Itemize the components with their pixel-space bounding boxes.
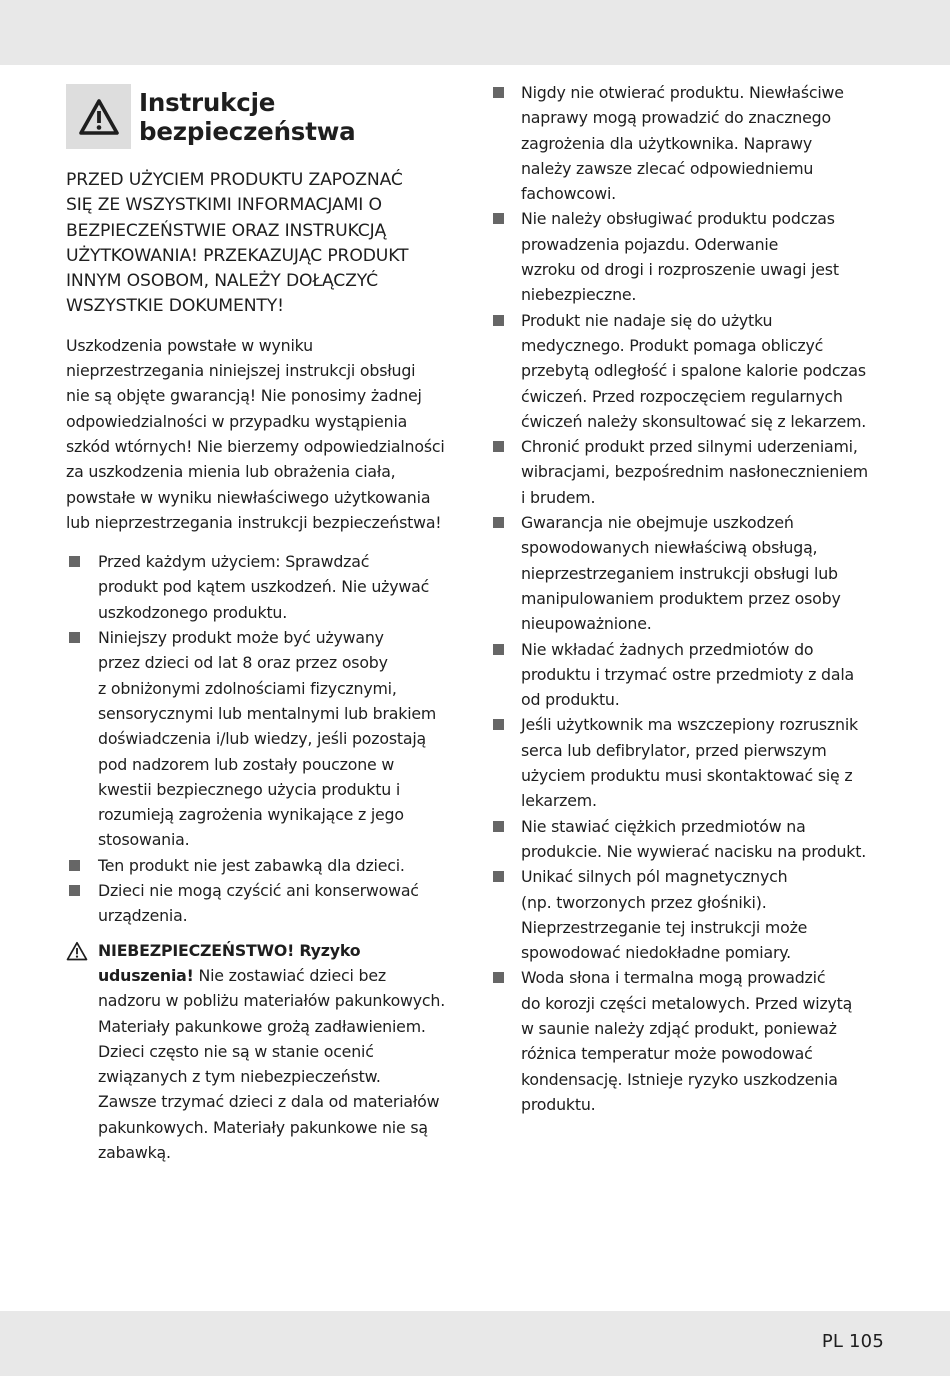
text-line: Przed każdym użyciem: Sprawdzać — [98, 552, 370, 572]
warning-triangle-icon — [78, 98, 120, 136]
text-line: stosowania. — [98, 830, 190, 850]
top-band — [0, 0, 950, 65]
text-line: doświadczenia i/lub wiedzy, jeśli pozostają — [98, 729, 426, 749]
text-line: Nie zostawiać dzieci bez — [193, 965, 386, 985]
danger-warning — [66, 938, 466, 1166]
list-item — [490, 637, 890, 713]
section-heading — [66, 84, 466, 152]
text-line: pod nadzorem lub zostały pouczone w — [98, 754, 395, 774]
list-item — [490, 965, 890, 1117]
text-line: pakunkowych. Materiały pakunkowe nie są — [98, 1117, 428, 1137]
text-line: produkt pod kątem uszkodzeń. Nie używać — [98, 577, 430, 597]
text-line: w saunie należy zdjąć produkt, ponieważ — [521, 1018, 837, 1038]
list-item — [490, 308, 890, 434]
page-title — [139, 88, 355, 146]
bullet-square-icon — [493, 315, 504, 326]
text-line: Gwarancja nie obejmuje uszkodzeń — [521, 513, 794, 533]
title-line: Instrukcje — [139, 88, 276, 117]
text-line: Unikać silnych pól magnetycznych — [521, 867, 788, 887]
text-line: przez dzieci od lat 8 oraz przez osoby — [98, 653, 388, 673]
list-item — [490, 864, 890, 965]
right-bullet-list — [490, 80, 890, 1117]
left-bullet-list — [66, 549, 466, 928]
text-line: różnica temperatur może powodować — [521, 1044, 813, 1064]
text-line: odpowiedzialności w przypadku wystąpienia — [66, 411, 408, 431]
text-line: za uszkodzenia mienia lub obrażenia ciała, — [66, 462, 396, 482]
bullet-square-icon — [69, 632, 80, 643]
bullet-square-icon — [493, 517, 504, 528]
text-line: Jeśli użytkownik ma wszczepiony rozrusznik — [521, 715, 858, 735]
bullet-square-icon — [493, 719, 504, 730]
intro-notice — [66, 168, 466, 320]
text-line: produktu i trzymać ostre przedmioty z dala — [521, 664, 854, 684]
text-line: Ten produkt nie jest zabawką dla dzieci. — [98, 855, 405, 875]
bullet-square-icon — [493, 213, 504, 224]
danger-heading: uduszenia! — [98, 965, 194, 985]
bottom-band — [0, 1311, 950, 1376]
text-line: serca lub defibrylator, przed pierwszym — [521, 740, 827, 760]
text-line: szkód wtórnych! Nie bierzemy odpowiedzialności — [66, 436, 445, 456]
text-line: Nie wkładać żadnych przedmiotów do — [521, 639, 814, 659]
text-line: Materiały pakunkowe grożą zadławieniem. — [98, 1016, 426, 1036]
text-line: od produktu. — [521, 690, 620, 710]
text-line: kwestii bezpiecznego użycia produktu i — [98, 779, 401, 799]
text-line: manipulowaniem produktem przez osoby — [521, 588, 841, 608]
text-line: sensorycznymi lub mentalnymi lub brakiem — [98, 703, 437, 723]
text-line: nieprzestrzegania niniejszej instrukcji obsługi — [66, 361, 416, 381]
text-line: Nigdy nie otwierać produktu. Niewłaściwe — [521, 83, 844, 102]
list-item — [66, 549, 466, 625]
text-line: ćwiczeń. Przed rozpoczęciem regularnych — [521, 386, 843, 406]
text-line: produkcie. Nie wywierać nacisku na produkt. — [521, 841, 867, 861]
text-line: medycznego. Produkt pomaga obliczyć — [521, 335, 824, 355]
bullet-square-icon — [69, 885, 80, 896]
text-line: Nie należy obsługiwać produktu podczas — [521, 209, 835, 229]
text-line: wibracjami, bezpośrednim nasłonecznieniem — [521, 462, 868, 482]
text-line: związanych z tym niebezpieczeństw. — [98, 1067, 381, 1087]
text-line: (np. tworzonych przez głośniki). — [521, 892, 767, 912]
intro-line: INNYM OSOBOM, NALEŻY DOŁĄCZYĆ — [66, 271, 378, 292]
bullet-square-icon — [493, 441, 504, 452]
text-line: Dzieci często nie są w stanie ocenić — [98, 1041, 374, 1061]
text-line: lub nieprzestrzegania instrukcji bezpieczeństwa! — [66, 512, 442, 532]
text-line: rozumieją zagrożenia wynikające z jego — [98, 805, 404, 825]
text-line: zagrożenia dla użytkownika. Naprawy — [521, 133, 813, 153]
page-number: PL 105 — [821, 1331, 884, 1352]
text-line: Nieprzestrzeganie tej instrukcji może — [521, 917, 808, 937]
text-line: Produkt nie nadaje się do użytku — [521, 310, 773, 330]
text-line: Chronić produkt przed silnymi uderzeniami, — [521, 437, 858, 457]
danger-heading: NIEBEZPIECZEŃSTWO! Ryzyko — [98, 940, 361, 960]
text-line: Uszkodzenia powstałe w wyniku — [66, 335, 313, 355]
intro-line: WSZYSTKIE DOKUMENTY! — [66, 296, 284, 317]
list-item — [66, 878, 466, 929]
bullet-square-icon — [493, 972, 504, 983]
text-line: spowodowanych niewłaściwą obsługą, — [521, 538, 818, 558]
title-line: bezpieczeństwa — [139, 117, 356, 146]
text-line: naprawy mogą prowadzić do znacznego — [521, 108, 831, 128]
text-line: nieprzestrzeganiem instrukcji obsługi lub — [521, 563, 838, 583]
text-line: Woda słona i termalna mogą prowadzić — [521, 968, 826, 988]
text-line: nadzoru w pobliżu materiałów pakunkowych. — [98, 991, 446, 1011]
text-line: nieupoważnione. — [521, 614, 652, 634]
text-line: ćwiczeń należy skonsultować się z lekarzem. — [521, 411, 867, 431]
text-line: z obniżonymi zdolnościami fizycznymi, — [98, 678, 397, 698]
text-line: Zawsze trzymać dzieci z dala od materiałów — [98, 1092, 440, 1112]
text-line: fachowcowi. — [521, 184, 617, 204]
intro-line: SIĘ ZE WSZYSTKIMI INFORMACJAMI O — [66, 195, 382, 216]
text-line: uszkodzonego produktu. — [98, 602, 288, 622]
text-line: nie są objęte gwarancją! Nie ponosimy żadnej — [66, 386, 422, 406]
bullet-square-icon — [493, 87, 504, 98]
text-line: urządzenia. — [98, 906, 188, 926]
text-line: niebezpieczne. — [521, 285, 637, 305]
text-line: i brudem. — [521, 487, 596, 507]
warranty-paragraph — [66, 333, 466, 535]
text-line: lekarzem. — [521, 791, 597, 811]
text-line: spowodować niedokładne pomiary. — [521, 943, 791, 963]
text-line: kondensację. Istnieje ryzyko uszkodzenia — [521, 1069, 838, 1089]
list-item — [490, 80, 890, 206]
list-item — [66, 853, 466, 878]
bullet-square-icon — [69, 860, 80, 871]
bullet-square-icon — [69, 556, 80, 567]
text-line: użyciem produktu musi skontaktować się z — [521, 766, 853, 786]
intro-line: PRZED UŻYCIEM PRODUKTU ZAPOZNAĆ — [66, 170, 403, 190]
intro-line: BEZPIECZEŃSTWIE ORAZ INSTRUKCJĄ — [66, 220, 387, 241]
right-column — [490, 80, 890, 1117]
list-item — [490, 510, 890, 636]
left-column — [66, 84, 466, 1165]
list-item — [490, 712, 890, 813]
list-item — [66, 625, 466, 853]
text-line: należy zawsze zlecać odpowiedniemu — [521, 158, 814, 178]
text-line: do korozji części metalowych. Przed wizytą — [521, 993, 853, 1013]
text-line: Dzieci nie mogą czyścić ani konserwować — [98, 881, 419, 901]
warning-triangle-icon — [66, 941, 88, 961]
list-item — [490, 814, 890, 865]
warning-icon-box — [66, 84, 131, 149]
bullet-square-icon — [493, 821, 504, 832]
text-line: przebytą odległość i spalone kalorie podczas — [521, 361, 866, 381]
text-line: Niniejszy produkt może być używany — [98, 628, 384, 648]
text-line: zabawką. — [98, 1142, 171, 1162]
list-item — [490, 206, 890, 307]
bullet-square-icon — [493, 871, 504, 882]
text-line: Nie stawiać ciężkich przedmiotów na — [521, 816, 806, 836]
list-item — [490, 434, 890, 510]
text-line: powstałe w wyniku niewłaściwego użytkowania — [66, 487, 431, 507]
text-line: prowadzenia pojazdu. Oderwanie — [521, 234, 779, 254]
intro-line: UŻYTKOWANIA! PRZEKAZUJĄC PRODUKT — [66, 245, 409, 266]
text-line: produktu. — [521, 1094, 596, 1114]
text-line: wzroku od drogi i rozproszenie uwagi jest — [521, 260, 839, 280]
bullet-square-icon — [493, 644, 504, 655]
